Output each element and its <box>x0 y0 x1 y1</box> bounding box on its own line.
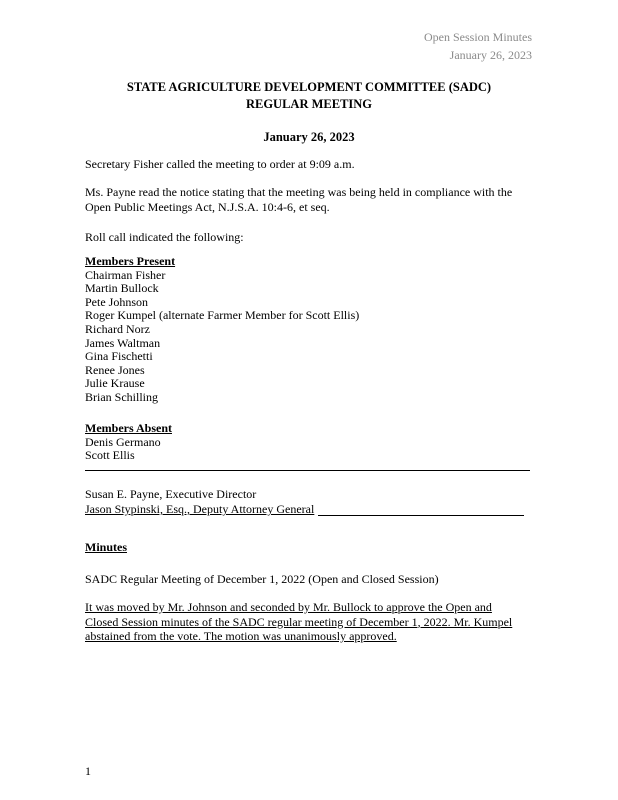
call-to-order-text: Secretary Fisher called the meeting to order at 9:09 a.m. <box>85 157 355 171</box>
motion-paragraph <box>85 600 545 644</box>
roll-call-text: Roll call indicated the following: <box>85 230 244 244</box>
motion-line: Closed Session minutes of the SADC regular meeting of December 1, 2022. Mr. Kumpel <box>85 614 513 629</box>
header-title: Open Session Minutes <box>424 30 532 44</box>
member-name: Scott Ellis <box>85 448 135 463</box>
motion-line: abstained from the vote. The motion was unanimously approved. <box>85 629 397 643</box>
meeting-date: January 26, 2023 <box>263 130 355 144</box>
members-absent-heading: Members Absent <box>85 421 172 435</box>
committee-title: STATE AGRICULTURE DEVELOPMENT COMMITTEE (SADC) <box>126 80 492 94</box>
section-divider <box>85 470 530 471</box>
member-name: James Waltman <box>85 335 161 350</box>
signature-underline <box>318 515 524 516</box>
motion-line: It was moved by Mr. Johnson and seconded by Mr. Bullock to approve the Open and <box>85 600 492 614</box>
members-present-section <box>85 255 359 405</box>
header-date: January 26, 2023 <box>449 48 532 62</box>
member-name: Brian Schilling <box>85 389 158 404</box>
member-name: Denis Germano <box>85 434 161 449</box>
member-name: Pete Johnson <box>85 294 148 309</box>
members-absent-section <box>85 422 172 463</box>
minutes-item: SADC Regular Meeting of December 1, 2022 (Open and Closed Session) <box>85 572 439 586</box>
meeting-type-title: REGULAR MEETING <box>245 97 373 111</box>
member-name: Gina Fischetti <box>85 349 153 364</box>
member-name: Roger Kumpel (alternate Farmer Member for Scott Ellis) <box>85 308 360 323</box>
member-name: Julie Krause <box>85 376 145 391</box>
member-name: Renee Jones <box>85 362 145 377</box>
notice-text: Ms. Payne read the notice stating that the meeting was being held in compliance with the Open Public Meetings Act, N.J.S.A. 10:4-6, et seq. <box>85 185 513 214</box>
member-name: Richard Norz <box>85 321 150 336</box>
member-name: Chairman Fisher <box>85 267 166 282</box>
member-name: Martin Bullock <box>85 281 159 296</box>
executive-director-text: Susan E. Payne, Executive Director <box>85 487 257 501</box>
members-present-heading: Members Present <box>85 254 176 268</box>
minutes-heading: Minutes <box>85 540 127 554</box>
page-number: 1 <box>85 764 91 778</box>
deputy-ag-name: Jason Stypinski, Esq., Deputy Attorney General <box>85 502 315 516</box>
running-header <box>424 28 532 64</box>
